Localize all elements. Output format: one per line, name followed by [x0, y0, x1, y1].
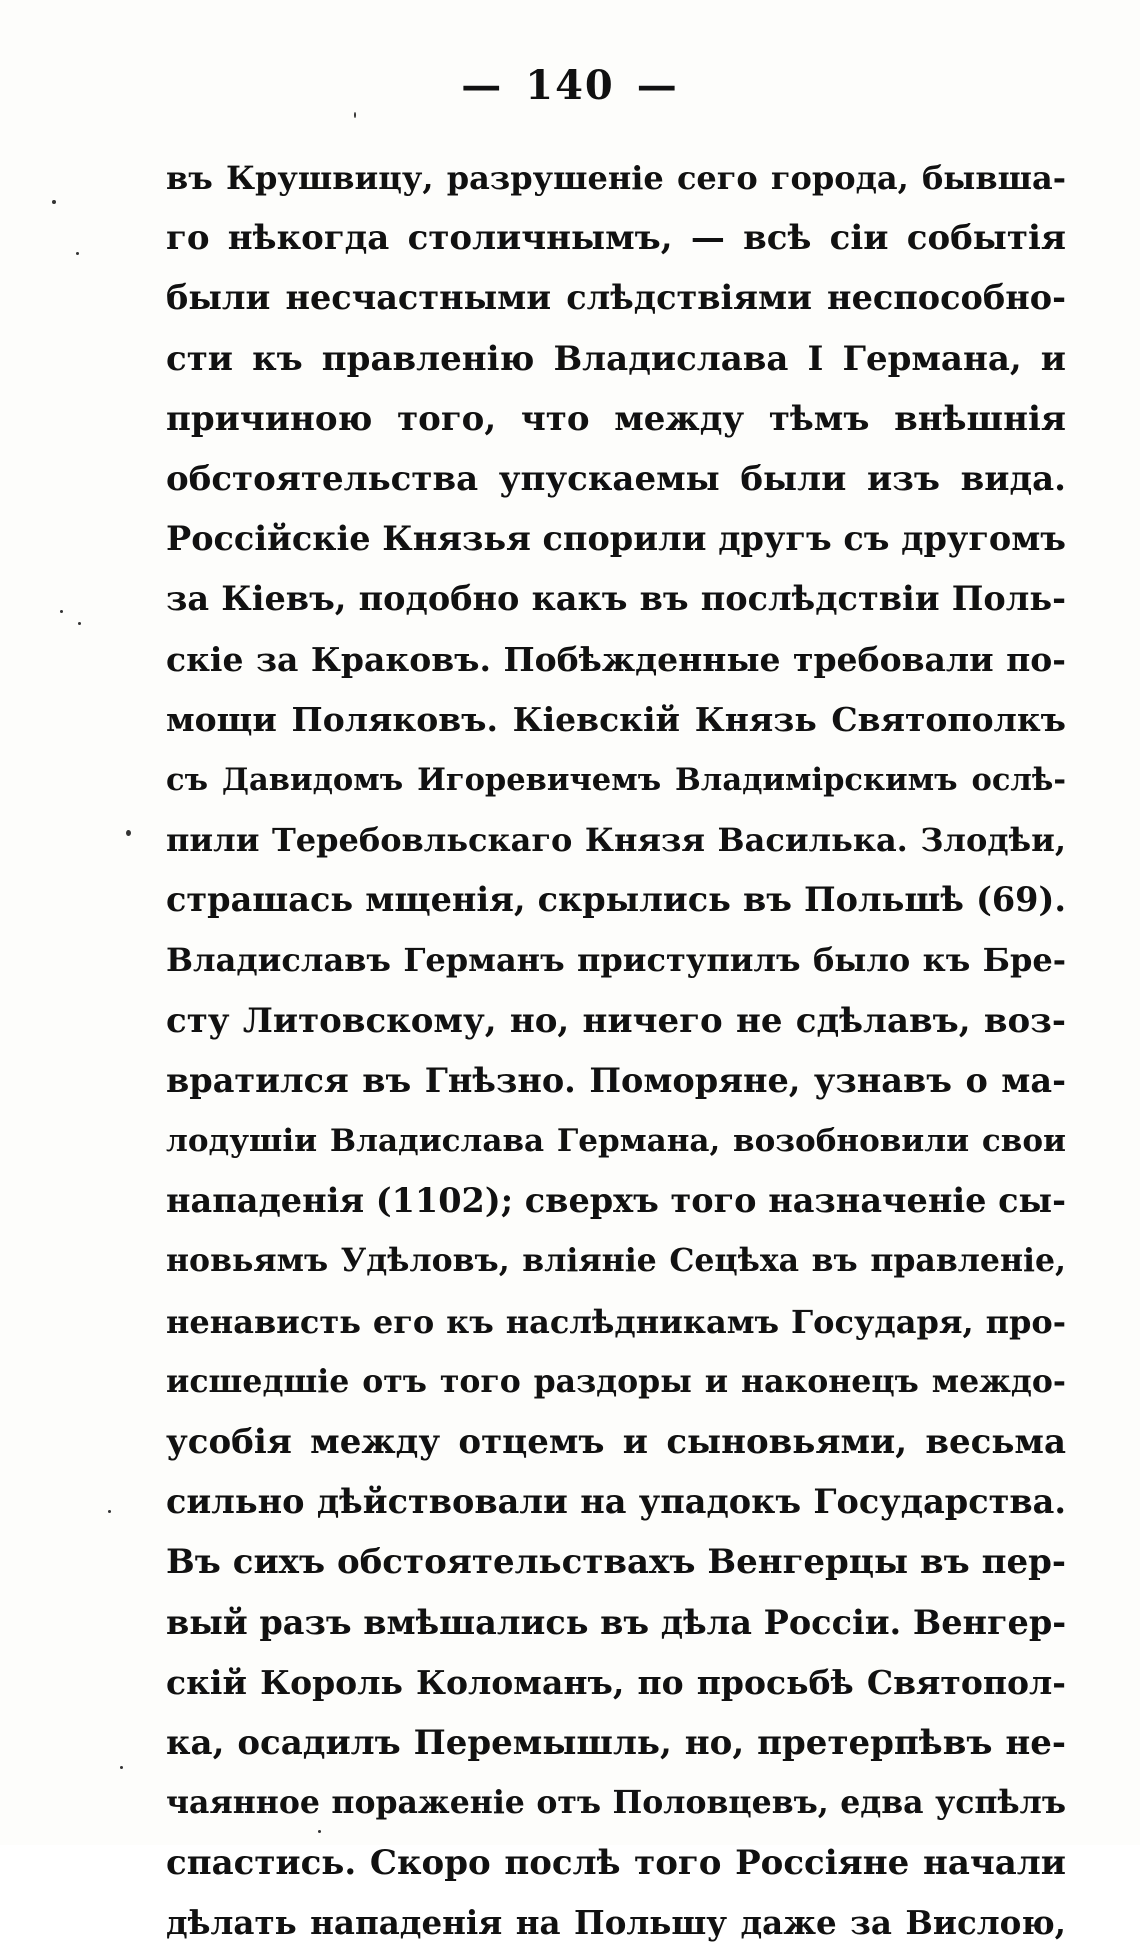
text-line: сту Литовскому, но, ничего не сдѣлавъ, воз- — [166, 1000, 1066, 1041]
scan-speck — [52, 200, 56, 204]
scan-speck — [120, 1766, 123, 1769]
text-line: Владиславъ Германъ приступилъ было къ Бре- — [166, 941, 1066, 980]
scan-speck — [318, 1830, 321, 1833]
text-line: го нѣкогда столичнымъ, — всѣ сiи событiя — [166, 218, 1066, 259]
text-line: мощи Поляковъ. Кiевскiй Князь Святополкъ — [166, 699, 1066, 739]
page-header — [0, 62, 1140, 109]
text-line: новьямъ Удѣловъ, влiянiе Сецѣха въ правленiе, — [166, 1242, 1066, 1280]
text-line: вратился въ Гнѣзно. Поморяне, узнавъ о ма- — [166, 1060, 1066, 1100]
text-line: чаянное пораженiе отъ Половцевъ, едва успѣлъ — [166, 1784, 1066, 1822]
text-line: усобiя между отцемъ и сыновьями, весьма — [166, 1421, 1066, 1462]
text-line: скiе за Краковъ. Побѣжденные требовали по- — [166, 639, 1066, 679]
text-line: вый разъ вмѣшались въ дѣла Россiи. Венгер- — [166, 1602, 1066, 1642]
text-line: Въ сихъ обстоятельствахъ Венгерцы въ пер- — [166, 1542, 1066, 1583]
scan-speck — [60, 610, 63, 613]
text-line: были несчастными слѣдствiями неспособно- — [166, 278, 1066, 318]
scan-speck — [108, 1510, 111, 1513]
scan-speck — [78, 622, 81, 625]
scan-speck — [76, 252, 79, 255]
text-line: исшедшiе отъ того раздоры и наконецъ междо- — [166, 1362, 1066, 1400]
text-line: нападенiя (1102); сверхъ того назначенiе сы- — [166, 1181, 1066, 1221]
text-line: лодушiи Владислава Германа, возобновили свои — [166, 1123, 1066, 1159]
text-line: сти къ правленiю Владислава I Германа, и — [166, 338, 1066, 379]
text-line: скiй Король Коломанъ, по просьбѣ Святопол- — [166, 1662, 1066, 1702]
text-line: за Кiевъ, подобно какъ въ послѣдствiи Поль- — [166, 579, 1066, 619]
body-text — [166, 148, 1066, 1954]
header-right-dash: — — [636, 62, 679, 109]
text-line: въ Крушвицу, разрушенiе сего города, бывша- — [166, 159, 1066, 197]
text-line: сильно дѣйствовали на упадокъ Государства. — [166, 1482, 1066, 1522]
scan-speck — [126, 830, 131, 836]
text-line: ненависть его къ наслѣдникамъ Государя, про- — [166, 1302, 1066, 1341]
text-line: Россiйскiе Князья спорили другъ съ другомъ — [166, 519, 1066, 559]
text-line: обстоятельства упускаемы были изъ вида. — [166, 458, 1066, 499]
text-line: страшась мщенiя, скрылись въ Польшѣ (69). — [166, 880, 1066, 920]
text-line: спастись. Скоро послѣ того Россiяне начали — [166, 1843, 1066, 1884]
text-line: дѣлать нападенiя на Польшу даже за Вислою, — [166, 1903, 1066, 1943]
text-line: ка, осадилъ Перемышль, но, претерпѣвъ не- — [166, 1722, 1066, 1763]
header-left-dash: — — [461, 62, 504, 109]
text-line: причиною того, что между тѣмъ внѣшнiя — [166, 398, 1066, 439]
page-number: 140 — [525, 62, 615, 109]
text-line: пили Теребовльскаго Князя Василька. Злодѣи, — [166, 821, 1066, 860]
scan-speck — [354, 112, 356, 118]
text-line: съ Давидомъ Игоревичемъ Владимiрскимъ ослѣ- — [166, 761, 1066, 798]
